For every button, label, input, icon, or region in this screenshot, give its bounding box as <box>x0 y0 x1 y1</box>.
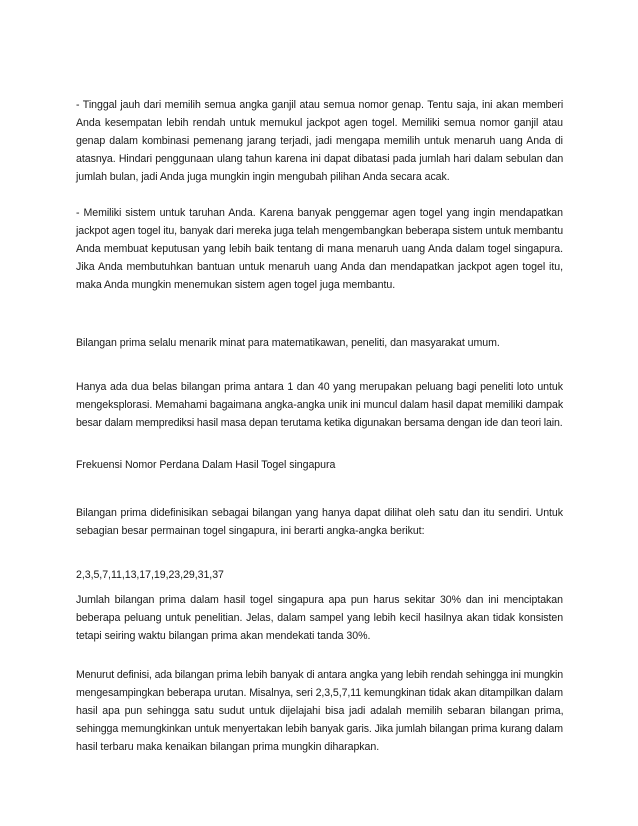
text-line: Anda membuat keputusan yang lebih baik tentang di mana menaruh uang Anda dalam togel singapura. <box>76 243 563 255</box>
text-line: tetapi seiring waktu bilangan prima akan mendekati tanda 30%. <box>76 630 371 642</box>
text-line: mengeksplorasi. Memahami bagaimana angka-angka unik ini muncul dalam hasil dapat memiliki dampak <box>76 399 564 411</box>
text-line: Frekuensi Nomor Perdana Dalam Hasil Togel singapura <box>76 459 336 471</box>
text-line: jackpot agen togel itu, banyak dari mereka juga telah mengembangkan beberapa sistem untuk membantu <box>76 225 563 237</box>
text-line: mengesampingkan beberapa urutan. Misalnya, seri 2,3,5,7,11 kemungkinan tidak akan ditampilkan dalam <box>76 687 563 699</box>
text-line: Bilangan prima didefinisikan sebagai bilangan yang hanya dapat dilihat oleh satu dan itu sendiri. Untuk <box>76 507 564 519</box>
text-line: - Tinggal jauh dari memilih semua angka ganjil atau semua nomor genap. Tentu saja, ini akan memberi <box>76 99 564 111</box>
text-line: genap dalam kombinasi pemenang jarang terjadi, jadi mengapa memilih untuk menaruh uang Anda di <box>76 135 563 147</box>
text-line: besar dalam memprediksi hasil masa depan terutama ketika digunakan bersama dengan ide dan teori lain. <box>76 417 563 429</box>
text-line: - Memiliki sistem untuk taruhan Anda. Karena banyak penggemar agen togel yang ingin mendapatkan <box>76 207 563 219</box>
text-line: maka Anda mungkin menemukan sistem agen togel juga membantu. <box>76 279 396 291</box>
text-line: Jumlah bilangan prima dalam hasil togel singapura apa pun harus sekitar 30% dan ini menciptakan <box>76 594 563 606</box>
paragraph-avoid-odd-even <box>76 96 563 186</box>
text-line: hasil apa pun sehingga satu sudut untuk dijelajahi bisa jadi adalah memilih sebaran bilangan prima, <box>76 705 564 717</box>
section-heading <box>76 456 563 474</box>
paragraph-thirty-percent <box>76 591 563 645</box>
text-line: Jika Anda membutuhkan bantuan untuk menaruh uang Anda dan mendapatkan jackpot agen togel itu, <box>76 261 563 273</box>
text-line: Anda kesempatan lebih rendah untuk memukul jackpot agen togel. Memiliki semua nomor ganjil atau <box>76 117 563 129</box>
text-line: Bilangan prima selalu menarik minat para matematikawan, peneliti, dan masyarakat umum. <box>76 337 500 349</box>
paragraph-betting-system <box>76 204 563 294</box>
paragraph-primes-intro <box>76 334 563 352</box>
text-line: sehingga memungkinkan untuk menyertakan lebih banyak garis. Jika jumlah bilangan prima kurang dalam <box>76 723 563 735</box>
text-line: 2,3,5,7,11,13,17,19,23,29,31,37 <box>76 569 224 581</box>
text-line: hasil terbaru maka kenaikan bilangan prima mungkin diharapkan. <box>76 741 380 753</box>
text-line: beberapa peluang untuk penelitian. Jelas, dalam sampel yang lebih kecil hasilnya akan tidak konsisten <box>76 612 564 624</box>
paragraph-prime-definition <box>76 504 563 540</box>
paragraph-lower-numbers <box>76 666 563 756</box>
paragraph-twelve-primes <box>76 378 563 432</box>
text-line: jumlah bulan, jadi Anda juga mungkin ingin mengubah pilihan Anda secara acak. <box>76 171 450 183</box>
text-line: sebagian besar permainan togel singapura, ini berarti angka-angka berikut: <box>76 525 425 537</box>
text-line: Hanya ada dua belas bilangan prima antara 1 dan 40 yang merupakan peluang bagi peneliti loto untuk <box>76 381 563 393</box>
text-line: Menurut definisi, ada bilangan prima lebih banyak di antara angka yang lebih rendah sehingga ini mungkin <box>76 669 563 681</box>
text-line: atasnya. Hindari penggunaan ulang tahun karena ini dapat dibatasi pada jumlah hari dalam sebulan dan <box>76 153 564 165</box>
prime-number-list <box>76 566 563 584</box>
